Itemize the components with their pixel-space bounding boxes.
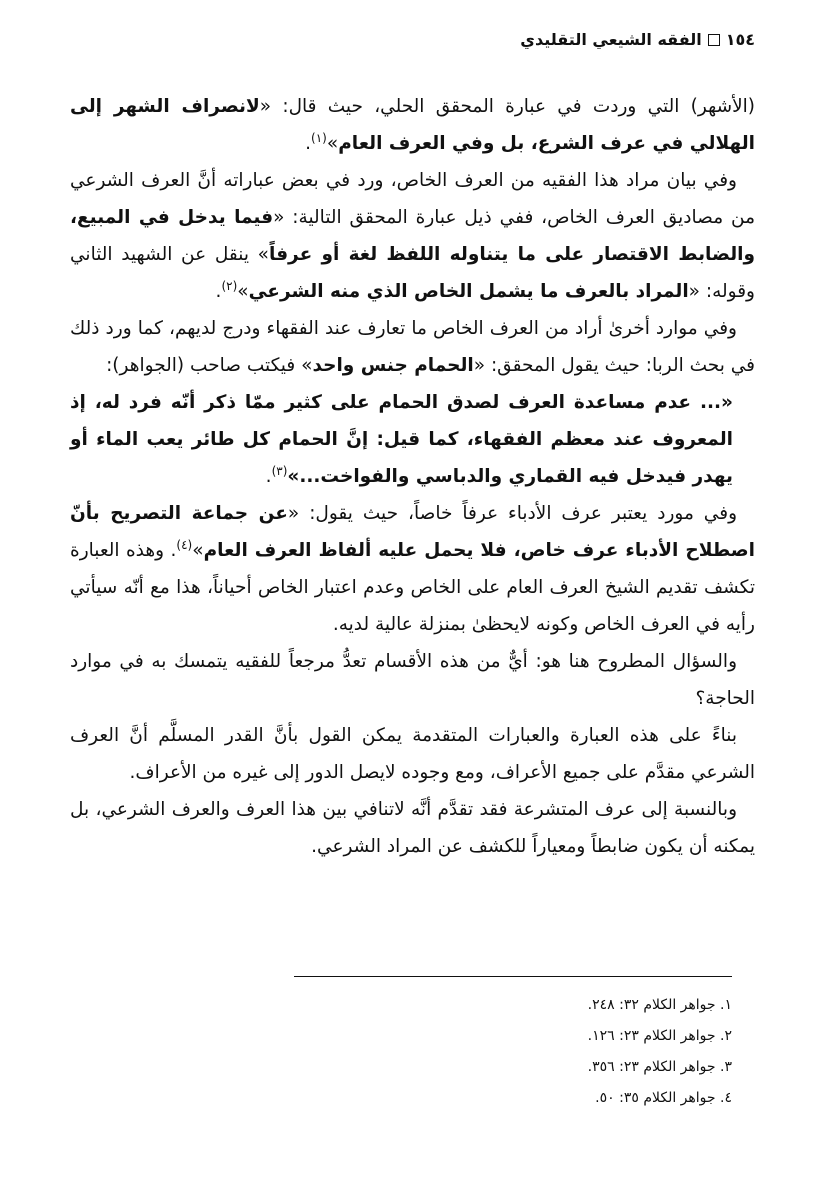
quoted-text: فيما يدخل في المبيع، والضابط الاقتصار على ما يتناوله اللفظ لغة أو عرفاً xyxy=(70,207,755,265)
text-span: » xyxy=(192,540,204,561)
quoted-text: لانصراف الشهر إلى الهلالي في عرف الشرع، بل وفي العرف العام xyxy=(70,96,755,154)
text-span: » ينقل عن الشهيد الثاني وقوله: « xyxy=(70,244,755,302)
text-span: » xyxy=(237,281,249,302)
footnote-item: ٢. جواهر الكلام ٢٣: ١٢٦. xyxy=(587,1028,732,1044)
paragraph-4 xyxy=(70,495,755,643)
quoted-text: الحمام جنس واحد xyxy=(312,355,474,376)
text-span: وفي مورد يعتبر عرف الأدباء عرفاً خاصاً، حيث يقول: « xyxy=(287,503,738,524)
text-span: . xyxy=(215,281,222,302)
paragraph-5: والسؤال المطروح هنا هو: أيٌّ من هذه الأقسام تعدُّ مرجعاً للفقيه يتمسك به في موارد الحاجة؟ xyxy=(70,651,755,709)
paragraph-1 xyxy=(70,88,755,162)
book-title: الفقه الشيعي التقليدي xyxy=(520,30,702,49)
paragraph-6: بناءً على هذه العبارة والعبارات المتقدمة يمكن القول بأنَّ القدر المسلَّم أنَّ العرف الشرعي مقدَّم على جميع الأعراف، ومع وجوده لايصل الدور إلى غيره من الأعراف. xyxy=(70,725,755,783)
footnote-ref: (٣) xyxy=(271,463,288,478)
running-header xyxy=(520,30,755,49)
text-span: . وهذه العبارة تكشف تقديم الشيخ العرف العام على الخاص وعدم اعتبار الخاص أحياناً، هذا مع أنّه سيأتي رأيه في العرف الخاص وكونه لايحظىٰ بمنزلة عالية لديه. xyxy=(70,540,755,635)
quoted-text: المراد بالعرف ما يشمل الخاص الذي منه الشرعي xyxy=(248,281,689,302)
text-span: » xyxy=(326,133,339,154)
quoted-text: «... عدم مساعدة العرف لصدق الحمام على كثير ممّا ذكر أنّه فرد له، إذ المعروف عند معظم الفقهاء، كما قيل: إنَّ الحمام كل طائر يعب الماء أو يهدر فيدخل فيه القماري والدباسي والفواخت...» xyxy=(70,392,733,487)
text-span: (الأشهر) التي وردت في عبارة المحقق الحلي، حيث قال: « xyxy=(259,96,756,117)
body-text xyxy=(70,88,755,865)
text-span: وفي موارد أخرىٰ أراد من العرف الخاص ما تعارف عند الفقهاء ودرج لديهم، كما ورد ذلك في بحث الربا: حيث يقول المحقق: « xyxy=(70,318,755,376)
footnote-ref: (٤) xyxy=(176,537,193,552)
page-number: ١٥٤ xyxy=(725,30,755,49)
text-span: » فيكتب صاحب (الجواهر): xyxy=(106,355,313,376)
text-span: . xyxy=(305,133,312,154)
footnote-divider xyxy=(294,976,732,977)
footnote-item: ١. جواهر الكلام ٣٢: ٢٤٨. xyxy=(587,997,732,1013)
footnote-ref: (١) xyxy=(311,130,327,145)
block-quote xyxy=(70,384,755,495)
footnote-item: ٣. جواهر الكلام ٢٣: ٣٥٦. xyxy=(587,1059,732,1075)
footnote-item: ٤. جواهر الكلام ٣٥: ٥٠. xyxy=(595,1090,732,1106)
text-span: . xyxy=(265,466,272,487)
separator-box-icon xyxy=(708,34,720,46)
paragraph-3 xyxy=(70,310,755,384)
text-span: وفي بيان مراد هذا الفقيه من العرف الخاص، ورد في بعض عباراته أنَّ العرف الشرعي من مصاديق العرف الخاص، ففي ذيل عبارة المحقق التالية: « xyxy=(70,170,755,228)
footnotes xyxy=(292,990,732,1114)
paragraph-7: وبالنسبة إلى عرف المتشرعة فقد تقدَّم أنَّه لاتنافي بين هذا العرف والعرف الشرعي، بل يمكنه أن يكون ضابطاً ومعياراً للكشف عن المراد الشرعي. xyxy=(70,799,755,857)
footnote-ref: (٢) xyxy=(221,278,238,293)
quoted-text: عن جماعة التصريح بأنّ اصطلاح الأدباء عرف خاص، فلا يحمل عليه ألفاظ العرف العام xyxy=(70,503,755,561)
paragraph-2 xyxy=(70,162,755,310)
